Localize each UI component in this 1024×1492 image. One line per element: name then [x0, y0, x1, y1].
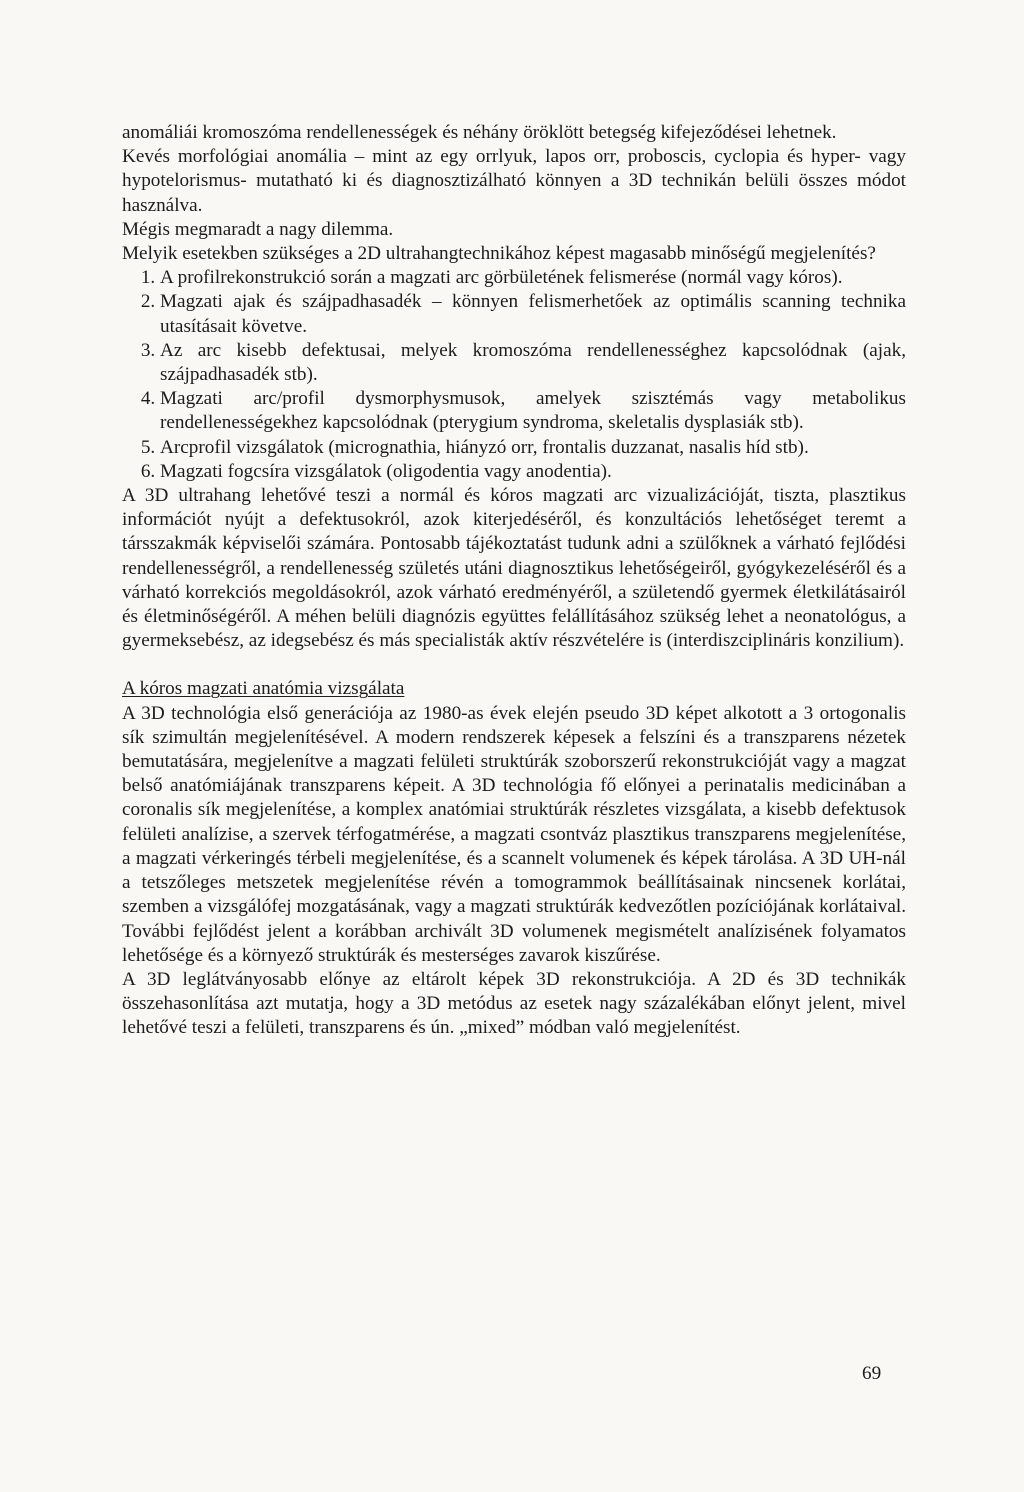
intro-paragraph: Melyik esetekben szükséges a 2D ultrahangtechnikához képest magasabb minőségű megjelenítés?: [122, 243, 876, 265]
list-item: 3. Az arc kisebb defektusai, melyek kromoszóma rendellenességhez kapcsolódnak (ajak, szájpadhasadék stb).: [160, 339, 906, 387]
examination-list: [122, 266, 906, 484]
page-content: [122, 121, 906, 1041]
intro-paragraph: Mégis megmaradt a nagy dilemma.: [122, 218, 394, 240]
intro-paragraph: anomáliái kromoszóma rendellenességek és néhány öröklött betegség kifejeződései lehetnek.: [122, 122, 837, 143]
page-number: 69: [862, 1363, 882, 1384]
section-spacer: [122, 653, 906, 677]
section-paragraph: A 3D technológia első generációja az 1980-as évek elején pseudo 3D képet alkotott a 3 ortogonalis sík szimultán megjelenítésével. A modern rendszerek képesek a felszíni és a transzparens nézetek bemutatására, megjelenítve a magzati felületi struktúrák szoborszerű rekonstrukcióját vagy a magzat belső anatómiájának transzparens képeit. A 3D technológia fő előnyei a perinatalis medicinában a coronalis sík megjelenítése, a komplex anatómiai struktúrák részletes vizsgálata, a kisebb defektusok felületi analízise, a szervek térfogatmérése, a magzati csontváz plasztikus transzparens megjelenítése, a magzati vérkeringés térbeli megjelenítése, és a scannelt volumenek és képek tárolása. A 3D UH-nál a tetszőleges metszetek megjelenítése révén a tomogrammok beállításainak nincsenek korlátai, szemben a vizsgálófej mozgatásának, vagy a magzati struktúrák kedvezőtlen pozíciójának korlátaival. További fejlődést jelent a korábban archivált 3D volumenek megismételt analízisének folyamatos lehetősége és a környező struktúrák és mesterséges zavarok kiszűrése.: [122, 702, 906, 966]
list-item: 2. Magzati ajak és szájpadhasadék – könnyen felismerhetőek az optimális scanning technika utasításait követve.: [160, 290, 906, 338]
list-item: 6. Magzati fogcsíra vizsgálatok (oligodentia vagy anodentia).: [160, 460, 906, 484]
intro-paragraph: Kevés morfológiai anomália – mint az egy orrlyuk, lapos orr, proboscis, cyclopia és hyper- vagy hypotelorismus- mutatható ki és diagnosztizálható könnyen a 3D technikán belüli összes módot használva.: [122, 146, 906, 216]
section-paragraph: A 3D leglátványosabb előnye az eltárolt képek 3D rekonstrukciója. A 2D és 3D technikák összehasonlítása azt mutatja, hogy a 3D metódus az esetek nagy százalékában előnyt jelent, mivel lehetővé teszi a felületi, transzparens és ún. „mixed” módban való megjelenítést.: [122, 968, 906, 1039]
section-heading: A kóros magzati anatómia vizsgálata: [122, 678, 405, 700]
body-paragraph: A 3D ultrahang lehetővé teszi a normál és kóros magzati arc vizualizációját, tiszta, plasztikus információt nyújt a defektusokról, azok kiterjedéséről, és konzultációs lehetőséget teremt a társszakmák képviselői számára. Pontosabb tájékoztatást tudunk adni a szülőknek a várható fejlődési rendellenességről, a rendellenesség születés utáni diagnosztikus lehetőségeiről, gyógykezeléséről és a várható korrekciós megoldásokról, azok várható eredményéről, a születendő gyermek életkilátásairól és életminőségéről. A méhen belüli diagnózis együttes felállításához szükség lehet a neonatológus, a gyermeksebész, az idegsebész és más specialisták aktív részvételére is (interdiszciplináris konzilium).: [122, 485, 906, 652]
list-item: 5. Arcprofil vizsgálatok (micrognathia, hiányzó orr, frontalis duzzanat, nasalis híd stb).: [160, 436, 906, 460]
list-item: 4. Magzati arc/profil dysmorphysmusok, amelyek szisztémás vagy metabolikus rendellenességekhez kapcsolódnak (pterygium syndroma, skeletalis dysplasiák stb).: [160, 387, 906, 435]
list-item: 1. A profilrekonstrukció során a magzati arc görbületének felismerése (normál vagy kóros).: [160, 266, 906, 290]
